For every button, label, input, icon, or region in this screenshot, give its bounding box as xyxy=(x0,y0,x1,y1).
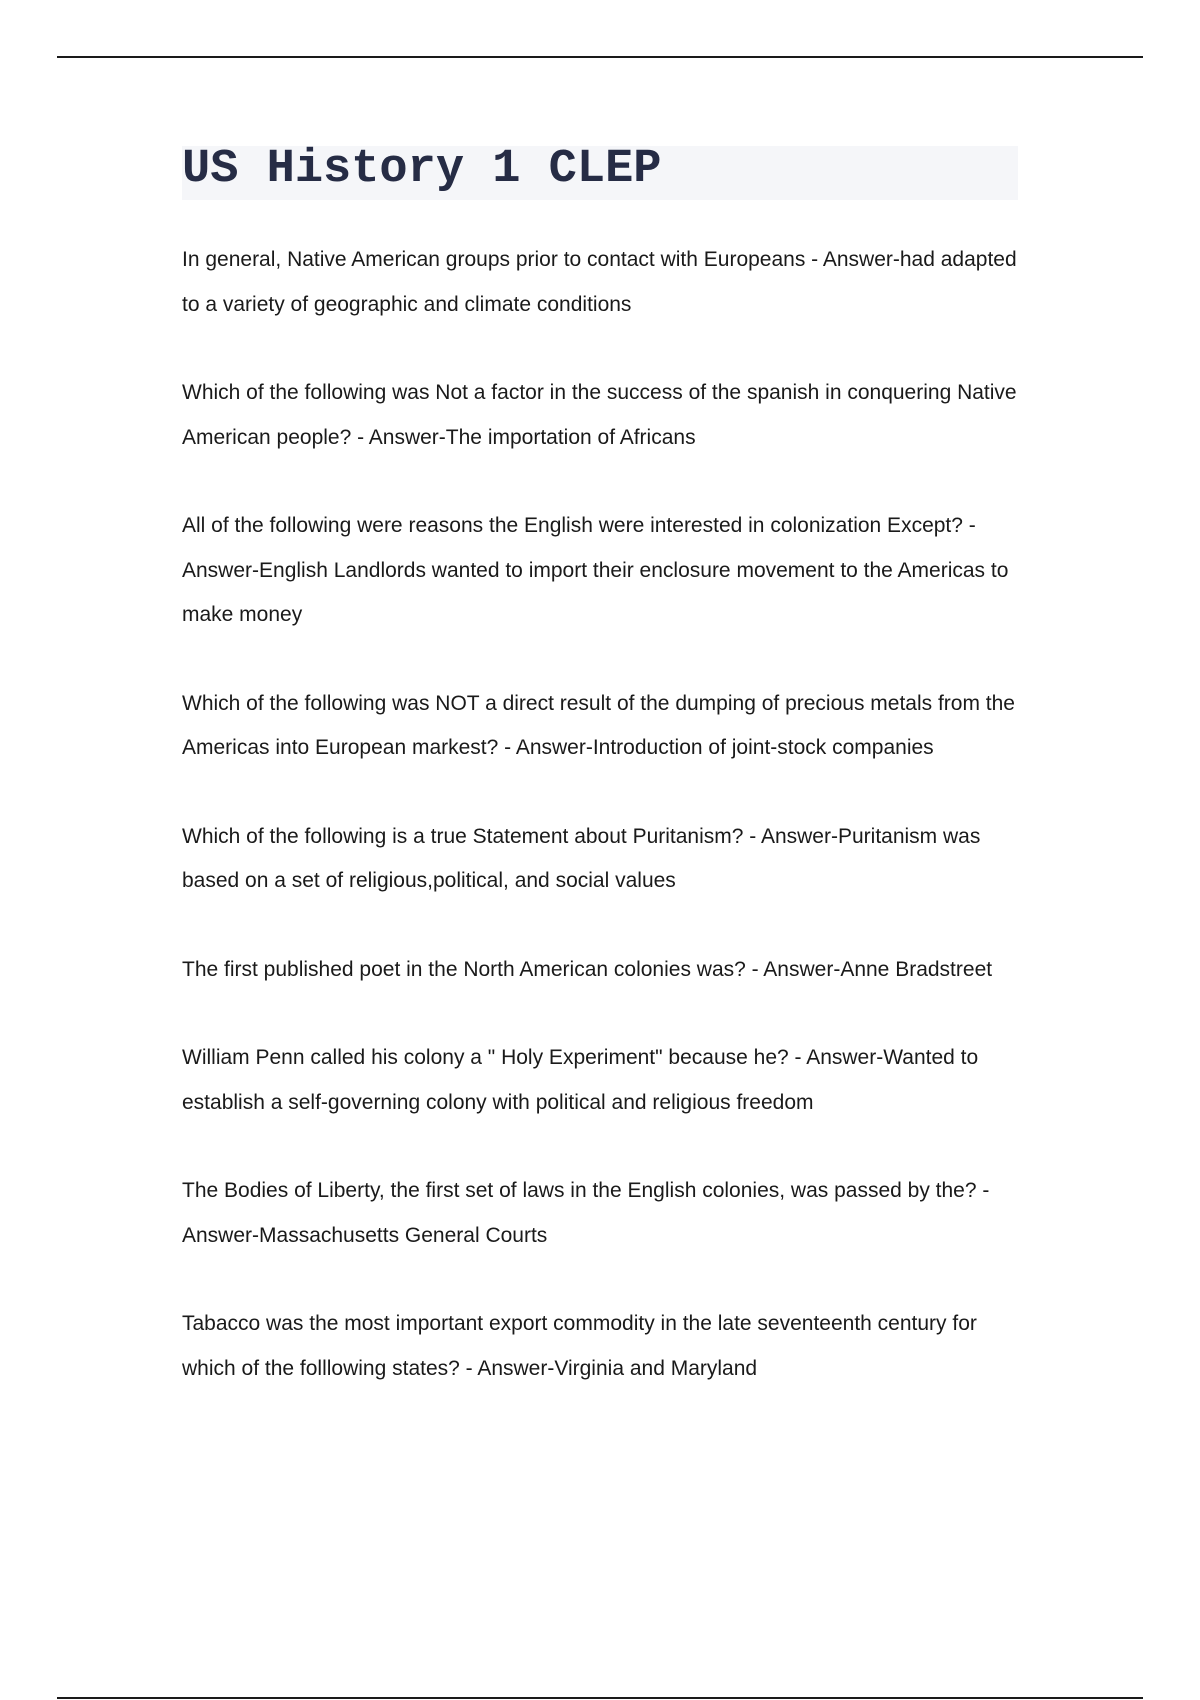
qa-entry: Tabacco was the most important export commodity in the late seventeenth century for which of the folllowing states? - Answer-Virginia and Maryland xyxy=(182,1312,977,1380)
qa-entry: Which of the following is a true Statement about Puritanism? - Answer-Puritanism was based on a set of religious,political, and social values xyxy=(182,824,981,892)
document-title: US History 1 CLEP xyxy=(182,143,662,196)
top-rule xyxy=(57,56,1143,58)
qa-entry: All of the following were reasons the English were interested in colonization Except? - Answer-English Landlords wanted to import their enclosure movement to the Americas to make money xyxy=(182,514,1009,626)
bottom-rule xyxy=(57,1697,1143,1699)
qa-entry: William Penn called his colony a " Holy Experiment" because he? - Answer-Wanted to establish a self-governing colony with political and religious freedom xyxy=(182,1046,979,1114)
qa-entry: In general, Native American groups prior to contact with Europeans - Answer-had adapted to a variety of geographic and climate conditions xyxy=(182,248,1017,316)
qa-list xyxy=(182,238,1022,1435)
qa-entry: The Bodies of Liberty, the first set of laws in the English colonies, was passed by the? - Answer-Massachusetts General Courts xyxy=(182,1179,990,1247)
qa-entry: The first published poet in the North American colonies was? - Answer-Anne Bradstreet xyxy=(182,957,993,981)
qa-entry: Which of the following was Not a factor in the success of the spanish in conquering Native American people? - Answer-The importation of Africans xyxy=(182,381,1017,449)
qa-entry: Which of the following was NOT a direct result of the dumping of precious metals from the Americas into European markest? - Answer-Introduction of joint-stock companies xyxy=(182,691,1015,759)
